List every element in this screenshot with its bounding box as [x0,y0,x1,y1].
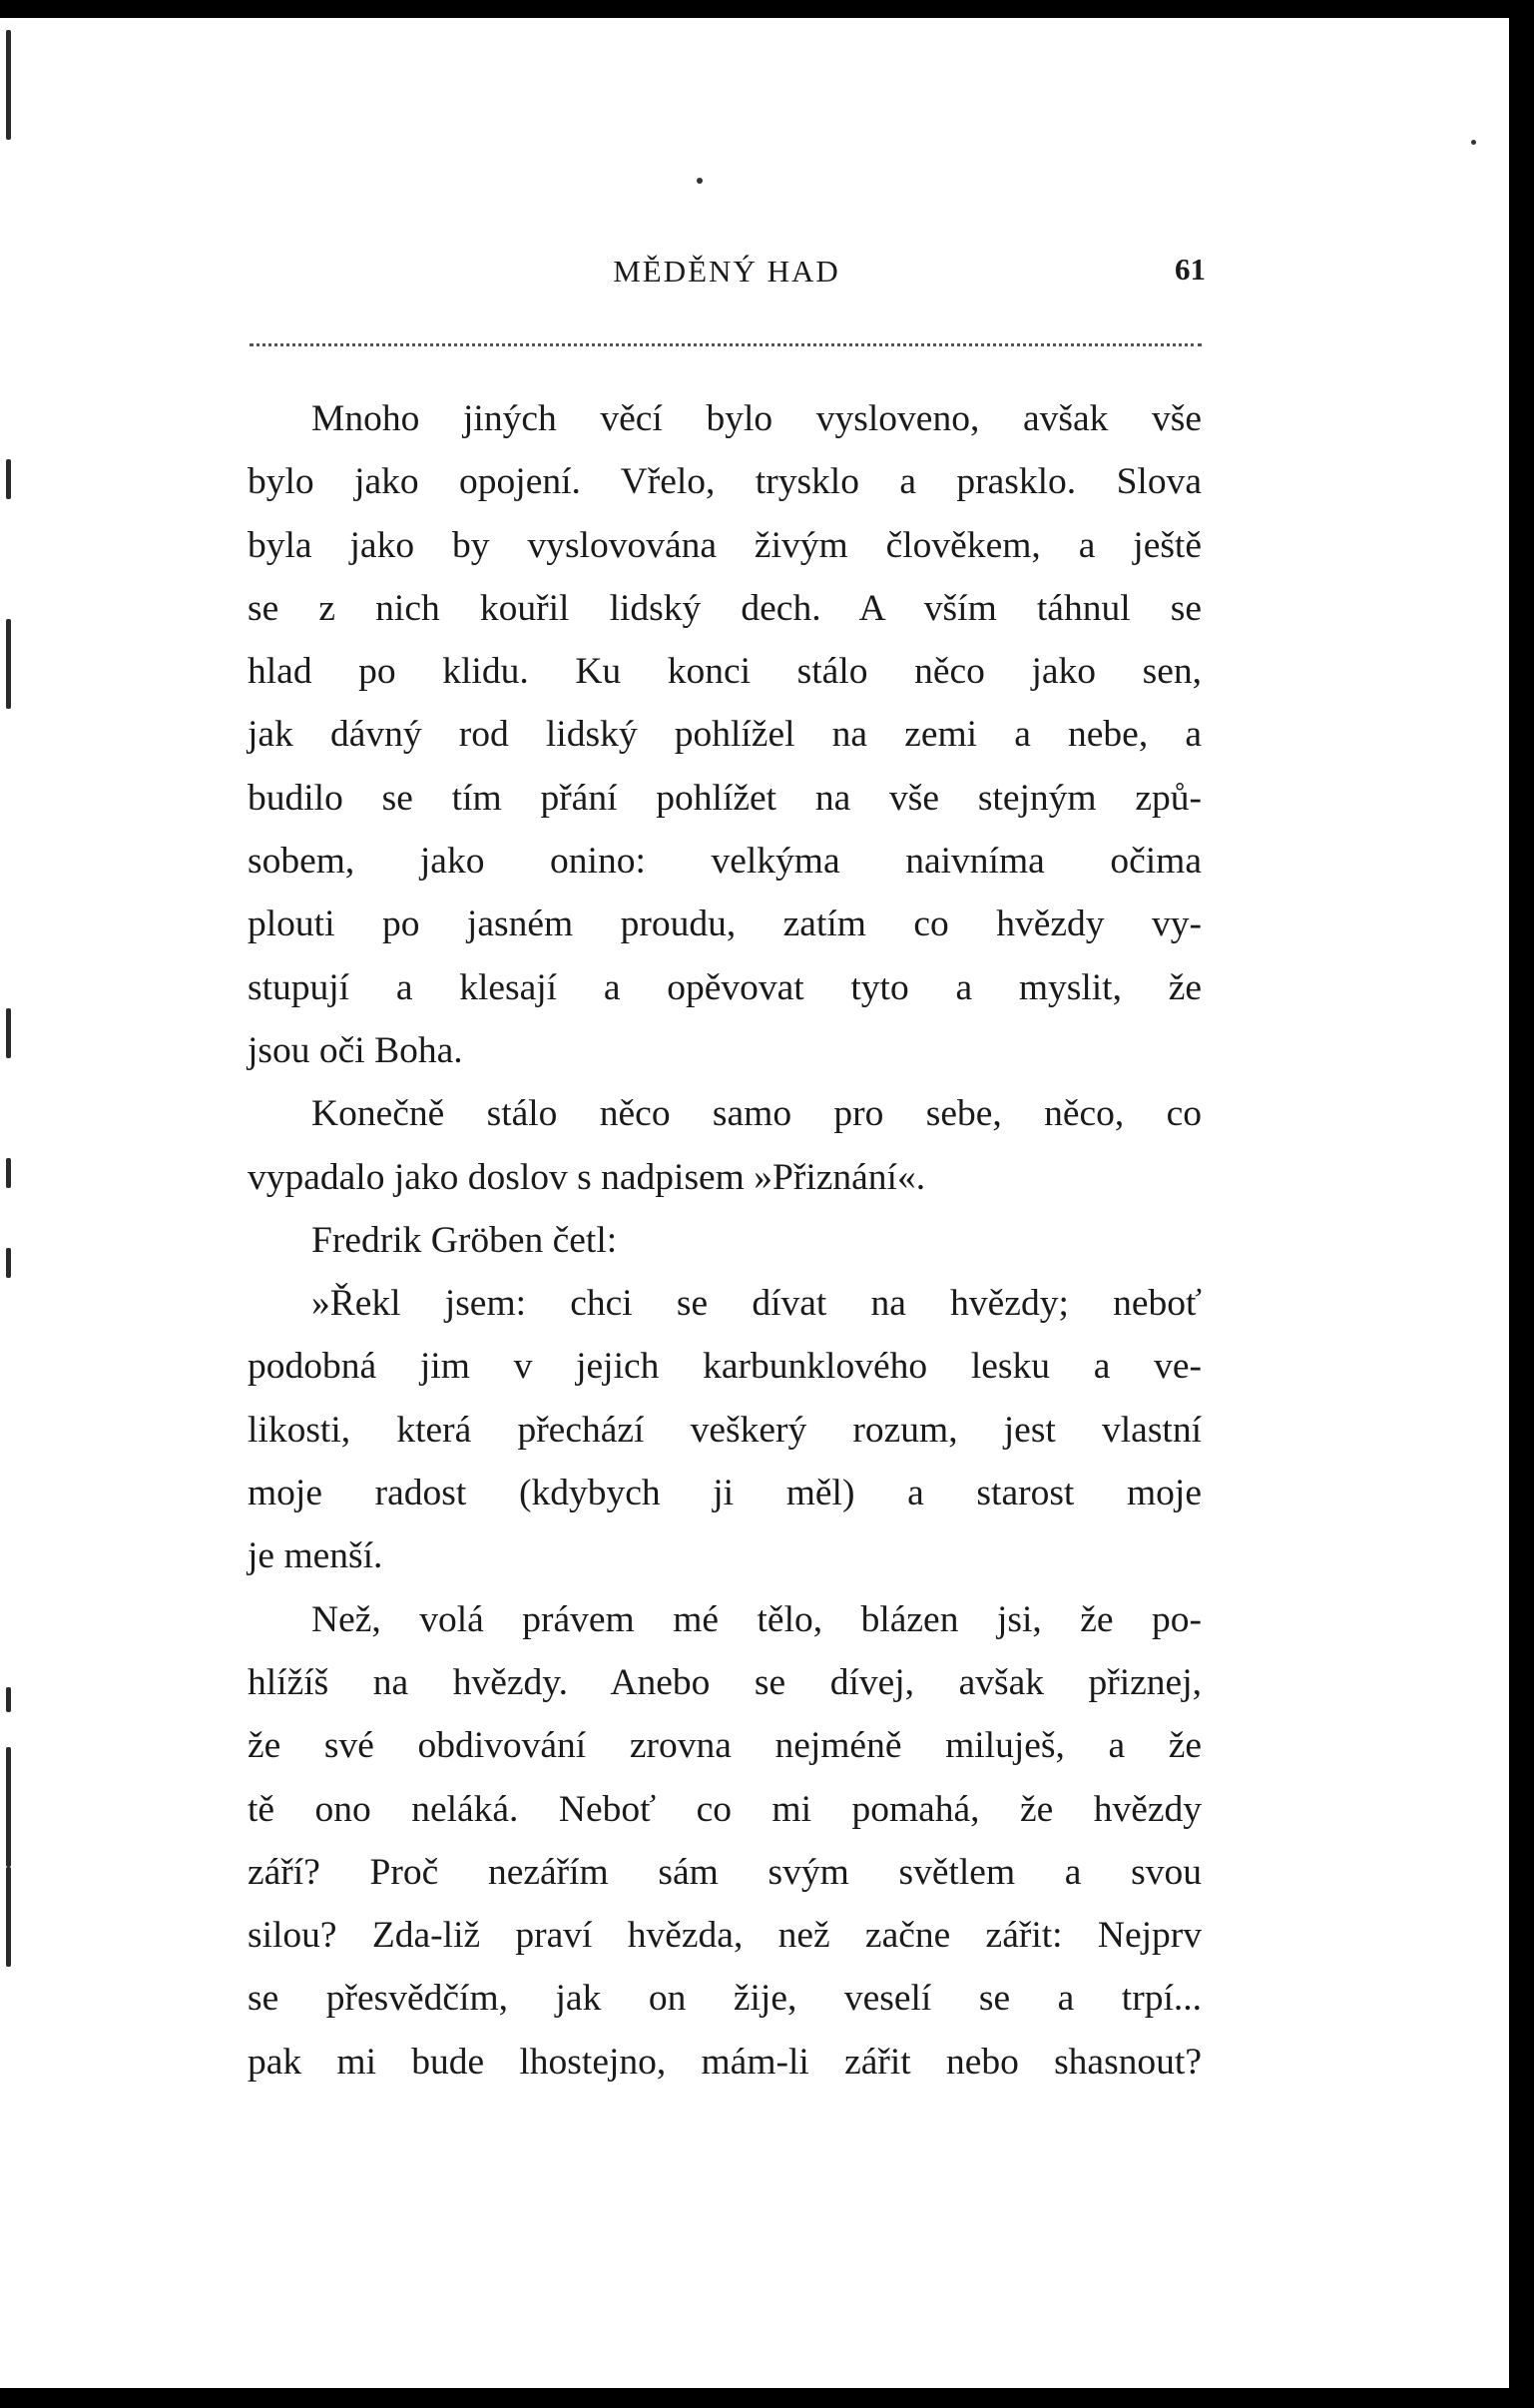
text-line: se přesvědčím, jak on žije, veselí se a trpí... [248,1978,1202,2020]
text-line: Mnoho jiných věcí bylo vysloveno, avšak vše [311,398,1202,439]
text-line: moje radost (kdybych ji měl) a starost moje [248,1473,1202,1514]
page-number: 61 [1175,252,1206,287]
scan-speck [1471,140,1476,145]
text-line: září? Proč nezářím sám svým světlem a svou [248,1851,1202,1893]
text-line: pak mi bude lhostejno, mám-li zářit nebo shasnout? [248,2041,1202,2083]
scan-speck [697,178,703,184]
running-head [248,250,1206,300]
text-line: že své obdivování zrovna nejméně miluješ, a že [248,1725,1202,1767]
scan-border-right [1509,0,1534,2408]
text-line: budilo se tím přání pohlížet na vše stejným způ- [248,777,1202,819]
text-line: jsou oči Boha. [248,1029,463,1071]
text-line: jak dávný rod lidský pohlížel na zemi a nebe, a [248,714,1202,756]
text-line: podobná jim v jejich karbunklového lesku a ve- [248,1346,1202,1388]
scan-edge-mark [6,459,11,499]
scan-edge-mark [6,1867,11,1967]
scan-edge-mark [6,1158,11,1188]
header-rule [250,343,1202,346]
scan-edge-mark [6,1008,11,1058]
text-line: tě ono neláká. Neboť co mi pomahá, že hvězdy [248,1788,1202,1830]
text-line: »Řekl jsem: chci se dívat na hvězdy; neboť [311,1283,1202,1325]
scan-edge-mark [6,1747,11,1867]
text-line: sobem, jako onino: velkýma naivníma očima [248,841,1202,883]
running-title: MĚDĚNÝ HAD [613,254,840,289]
scan-border-top [0,0,1534,18]
text-line: likosti, která přechází veškerý rozum, jest vlastní [248,1409,1202,1451]
text-line: silou? Zda-liž praví hvězda, než začne zářit: Nejprv [248,1915,1202,1957]
scan-edge-mark [6,619,11,709]
text-line: se z nich kouřil lidský dech. A vším táhnul se [248,587,1202,629]
scan-edge-mark [6,30,11,140]
text-line: plouti po jasném proudu, zatím co hvězdy vy- [248,903,1202,945]
text-line: hlížíš na hvězdy. Anebo se dívej, avšak přiznej, [248,1661,1202,1703]
text-line: Než, volá právem mé tělo, blázen jsi, že po- [311,1598,1202,1640]
text-line: byla jako by vyslovována živým člověkem, a ještě [248,524,1202,566]
scan-edge-mark [6,1687,11,1712]
text-line: stupují a klesají a opěvovat tyto a myslit, že [248,966,1202,1008]
text-line: je menší. [248,1535,383,1577]
text-line: bylo jako opojení. Vřelo, trysklo a prasklo. Slova [248,461,1202,503]
body-text [248,387,1202,2094]
scan-border-bottom [0,2388,1534,2408]
scan-edge-mark [6,1248,11,1278]
text-line: Fredrik Gröben četl: [311,1219,618,1261]
text-line: Konečně stálo něco samo pro sebe, něco, co [311,1093,1202,1135]
text-line: vypadalo jako doslov s nadpisem »Přiznání«. [248,1156,926,1198]
text-line: hlad po klidu. Ku konci stálo něco jako sen, [248,651,1202,693]
